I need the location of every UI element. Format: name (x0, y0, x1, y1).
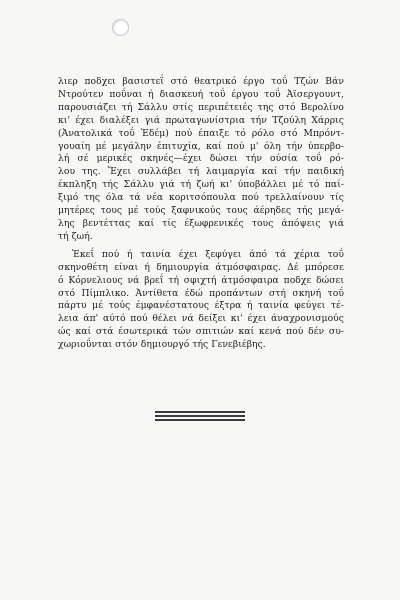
text-line: ό Κόρνελιους νά βρεΐ τή σφιχτή άτμόσφαιρα ποδχε δώσει (58, 274, 344, 286)
text-line: ώς καί στά έσωτερικά τών σπιτιών καί κενά πού δέν συ- (58, 326, 344, 338)
text-line: λεια άπ' αύτό πού θέλει νά δείξει κι' έχει άναχρονισμούς (58, 313, 344, 325)
punch-hole (112, 19, 129, 36)
text-line: σκηνοθέτη είναι ή δημιουργία άτμόσφαιρας. Δέ μπόρεσε (58, 261, 344, 273)
text-line: (Ἀνατολικά τοΰ Ἐδέμ) πού έπαιξε τό ρόλο στό Μπρόντ- (58, 127, 344, 139)
text-line: λή σέ μερικές σκηνές—έχει δώσει τήν ούσία τοΰ ρό- (58, 153, 344, 165)
divider-rule (155, 419, 245, 421)
text-line: λιερ ποδχει βασιστεΐ στό θεατρικό έργο τοΰ Τζών Βάν (58, 76, 344, 87)
text-line: Ἐκεΐ πού ή ταινία έχει ξεφύγει άπό τά χέρια τοΰ (72, 248, 344, 260)
text-line: ξιμό της όλα τά νέα κοριτσόπουλα πού τρελλαίνουν τίς (58, 192, 344, 204)
divider-rule (155, 415, 245, 417)
text-line: κι' έχει διαλέξει γιά πρωταγωνίστρια τήν Τζούλη Χάρρις (58, 114, 344, 126)
text-line: λου της. Ἔχει συλλάβει τή λαιμαργία καί τήν παιδική (58, 166, 344, 178)
text-line: λης βεντέττας καί τίς έξωφρενικές τους άπόψεις γιά (58, 217, 344, 229)
paragraph-1 (58, 76, 344, 244)
text-line: στό Πίμπλικο. Ἀντίθετα έδώ προπάντων στή σκηνή τοΰ (58, 287, 344, 299)
text-line: τή ζωή. (58, 230, 93, 242)
text-line: πάρτυ μέ τούς έμφανέστατους έξτρα ή ταινία φεύγει τέ- (58, 300, 344, 312)
article-text (58, 76, 344, 352)
section-divider (155, 411, 245, 423)
divider-rule (155, 411, 245, 413)
text-line: Ντρούτεν ποΰναι ή διασκευή τοΰ έργου τοΰ Ἀϊσεργουντ, (58, 88, 344, 100)
text-line: χωριοΰνται στόν δημιουργό τής Γενεβιέβης. (58, 339, 266, 351)
paragraph-2 (58, 249, 344, 352)
text-line: έκπληξη τής Σάλλυ γιά τή ζωή κι' ύποβάλλει μέ τό παί- (58, 179, 344, 191)
text-line: γουαίη μέ μεγάλην έπιτυχία, καί πού μ' όλη τήν ύπερβο- (58, 140, 344, 152)
text-line: μητέρες τους μέ τούς ξαφνικούς τους άέρηδες τής μεγά- (58, 205, 344, 217)
text-line: παρουσιάζει τή Σάλλυ στίς περιπέτειές της στό Βερολίνο (58, 101, 344, 113)
